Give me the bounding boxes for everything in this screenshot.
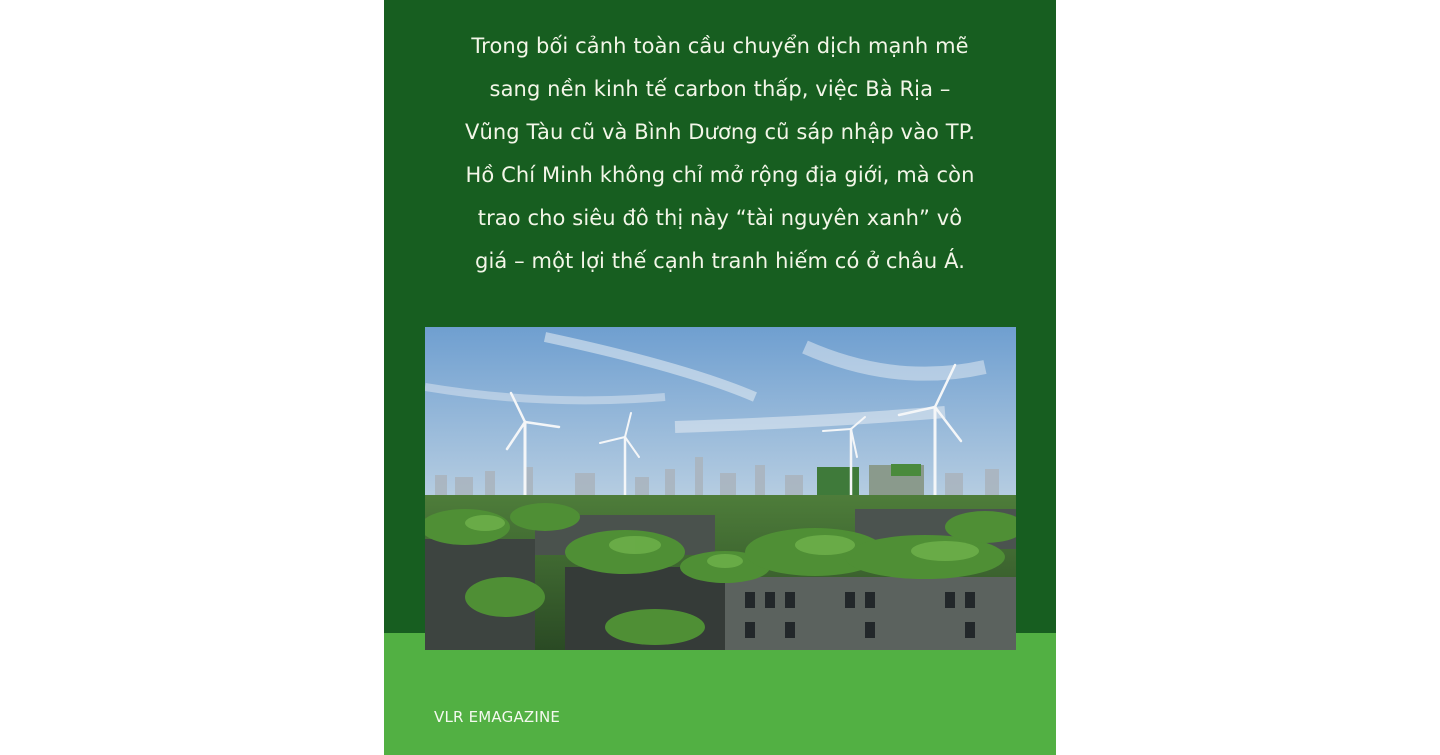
quote-line: sang nền kinh tế carbon thấp, việc Bà Rịa – [489, 77, 951, 101]
quote-line: Hồ Chí Minh không chỉ mở rộng địa giới, mà còn [465, 163, 975, 187]
emagazine-card [384, 0, 1056, 755]
quote-text [430, 25, 1010, 283]
brand-label: VLR EMAGAZINE [434, 708, 561, 726]
quote-line: giá – một lợi thế cạnh tranh hiếm có ở châu Á. [475, 249, 965, 273]
footer-band [384, 633, 1056, 755]
green-city-photo [425, 327, 1016, 650]
quote-line: Vũng Tàu cũ và Bình Dương cũ sáp nhập vào TP. [465, 120, 975, 144]
quote-line: Trong bối cảnh toàn cầu chuyển dịch mạnh mẽ [471, 34, 969, 58]
quote-line: trao cho siêu đô thị này “tài nguyên xanh” vô [477, 206, 963, 230]
